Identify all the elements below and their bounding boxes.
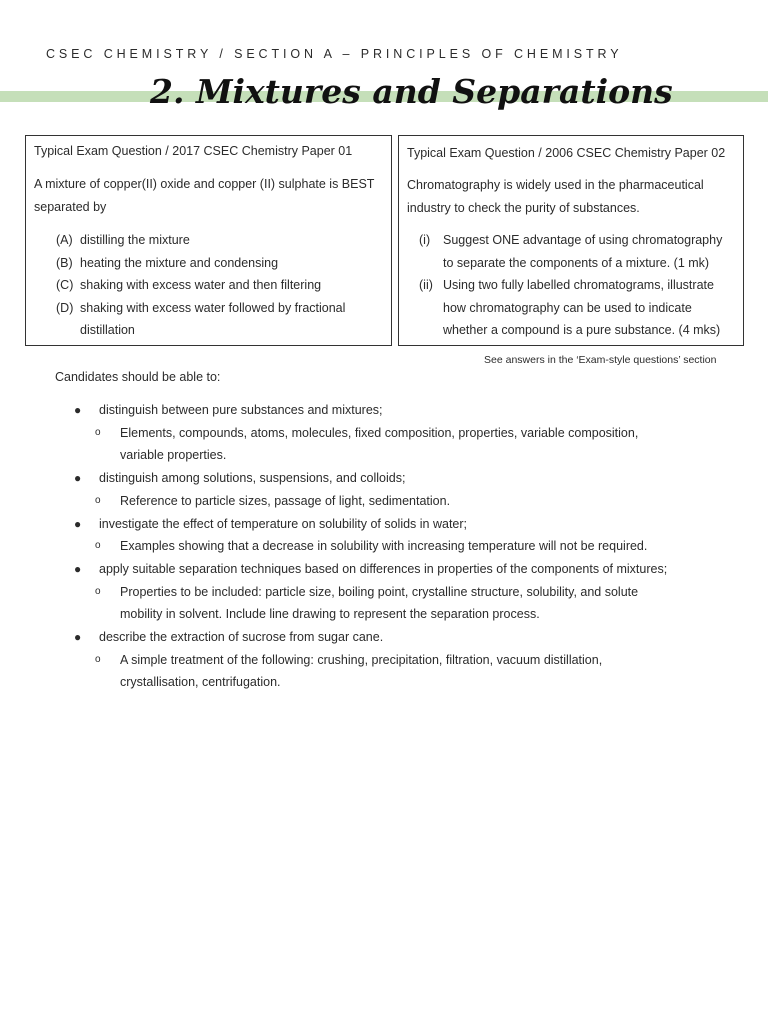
question-stem: A mixture of copper(II) oxide and copper (II) sulphate is BEST separated by	[34, 177, 375, 214]
objective-detail	[95, 535, 714, 558]
answer-option	[56, 274, 383, 297]
hollow-bullet-icon: o	[95, 540, 101, 552]
part-text: Suggest ONE advantage of using chromatography to separate the components of a mixture. (1 mk)	[443, 233, 723, 270]
hollow-bullet-icon: o	[95, 653, 101, 665]
page-title: 2. Mixtures and Separations	[150, 72, 673, 111]
objective-text: investigate the effect of temperature on solubility of solids in water;	[99, 516, 468, 531]
bullet-icon: ●	[74, 516, 82, 531]
objective-item	[74, 467, 714, 512]
question-part	[419, 229, 735, 274]
option-text: heating the mixture and condensing	[80, 255, 279, 270]
objective-detail	[95, 490, 714, 513]
objective-detail-text: Reference to particle sizes, passage of light, sedimentation.	[120, 493, 451, 508]
objective-text: distinguish among solutions, suspensions, and colloids;	[99, 471, 406, 486]
bullet-icon: ●	[74, 561, 82, 576]
hollow-bullet-icon: o	[95, 585, 101, 597]
objective-detail	[95, 581, 714, 626]
part-label: (i)	[419, 233, 431, 247]
answers-reference-note: See answers in the ‘Exam-style questions’ section	[484, 354, 717, 366]
option-label: (B)	[56, 255, 73, 270]
hollow-bullet-icon: o	[95, 494, 101, 506]
learning-objectives-list	[74, 399, 714, 694]
objective-detail	[95, 649, 714, 694]
objective-text: distinguish between pure substances and mixtures;	[99, 403, 383, 417]
bullet-icon: ●	[74, 403, 82, 417]
objective-detail	[95, 422, 714, 467]
question-stem: Chromatography is widely used in the pharmaceutical industry to check the purity of substances.	[407, 178, 704, 215]
objective-detail-text: Examples showing that a decrease in solubility with increasing temperature will not be required.	[120, 539, 648, 554]
part-text: Using two fully labelled chromatograms, illustrate how chromatography can be used to indicate whether a compound is a pure substance. (4 mks)	[443, 278, 721, 337]
answer-option	[56, 229, 383, 252]
objectives-intro: Candidates should be able to:	[55, 370, 221, 384]
objective-item	[74, 558, 714, 626]
answer-option	[56, 252, 383, 275]
option-label: (D)	[56, 300, 74, 315]
objective-text: describe the extraction of sucrose from sugar cane.	[99, 630, 384, 645]
option-label: (C)	[56, 278, 74, 292]
option-text: shaking with excess water followed by fractional distillation	[80, 300, 346, 337]
objective-text: apply suitable separation techniques based on differences in properties of the components of mixtures;	[99, 561, 668, 576]
bullet-icon: ●	[74, 630, 82, 645]
question-parts	[419, 229, 735, 342]
answer-option	[56, 297, 383, 342]
course-section-header: CSEC CHEMISTRY / SECTION A – PRINCIPLES OF CHEMISTRY	[46, 47, 623, 61]
objective-item	[74, 626, 714, 694]
option-text: shaking with excess water and then filtering	[80, 278, 322, 292]
question-part	[419, 274, 735, 342]
objective-detail-text: Elements, compounds, atoms, molecules, fixed composition, properties, variable composition, variable properties.	[120, 425, 639, 463]
part-label: (ii)	[419, 278, 433, 292]
question-box-title: Typical Exam Question / 2017 CSEC Chemistry Paper 01	[34, 144, 353, 158]
exam-question-box-paper-02	[398, 135, 744, 346]
exam-question-box-paper-01	[25, 135, 392, 346]
objective-detail-text: A simple treatment of the following: crushing, precipitation, filtration, vacuum distillation, crystallisation, centrifugation.	[120, 652, 603, 690]
objective-item	[74, 513, 714, 558]
hollow-bullet-icon: o	[95, 426, 101, 438]
objective-item	[74, 399, 714, 467]
question-box-title: Typical Exam Question / 2006 CSEC Chemistry Paper 02	[407, 146, 726, 160]
bullet-icon: ●	[74, 471, 82, 486]
objective-detail-text: Properties to be included: particle size, boiling point, crystalline structure, solubility, and solute mobility in solvent. Include line drawing to represent the separation process.	[120, 584, 639, 622]
answer-options	[56, 229, 383, 342]
option-label: (A)	[56, 233, 73, 247]
option-text: distilling the mixture	[80, 233, 190, 247]
